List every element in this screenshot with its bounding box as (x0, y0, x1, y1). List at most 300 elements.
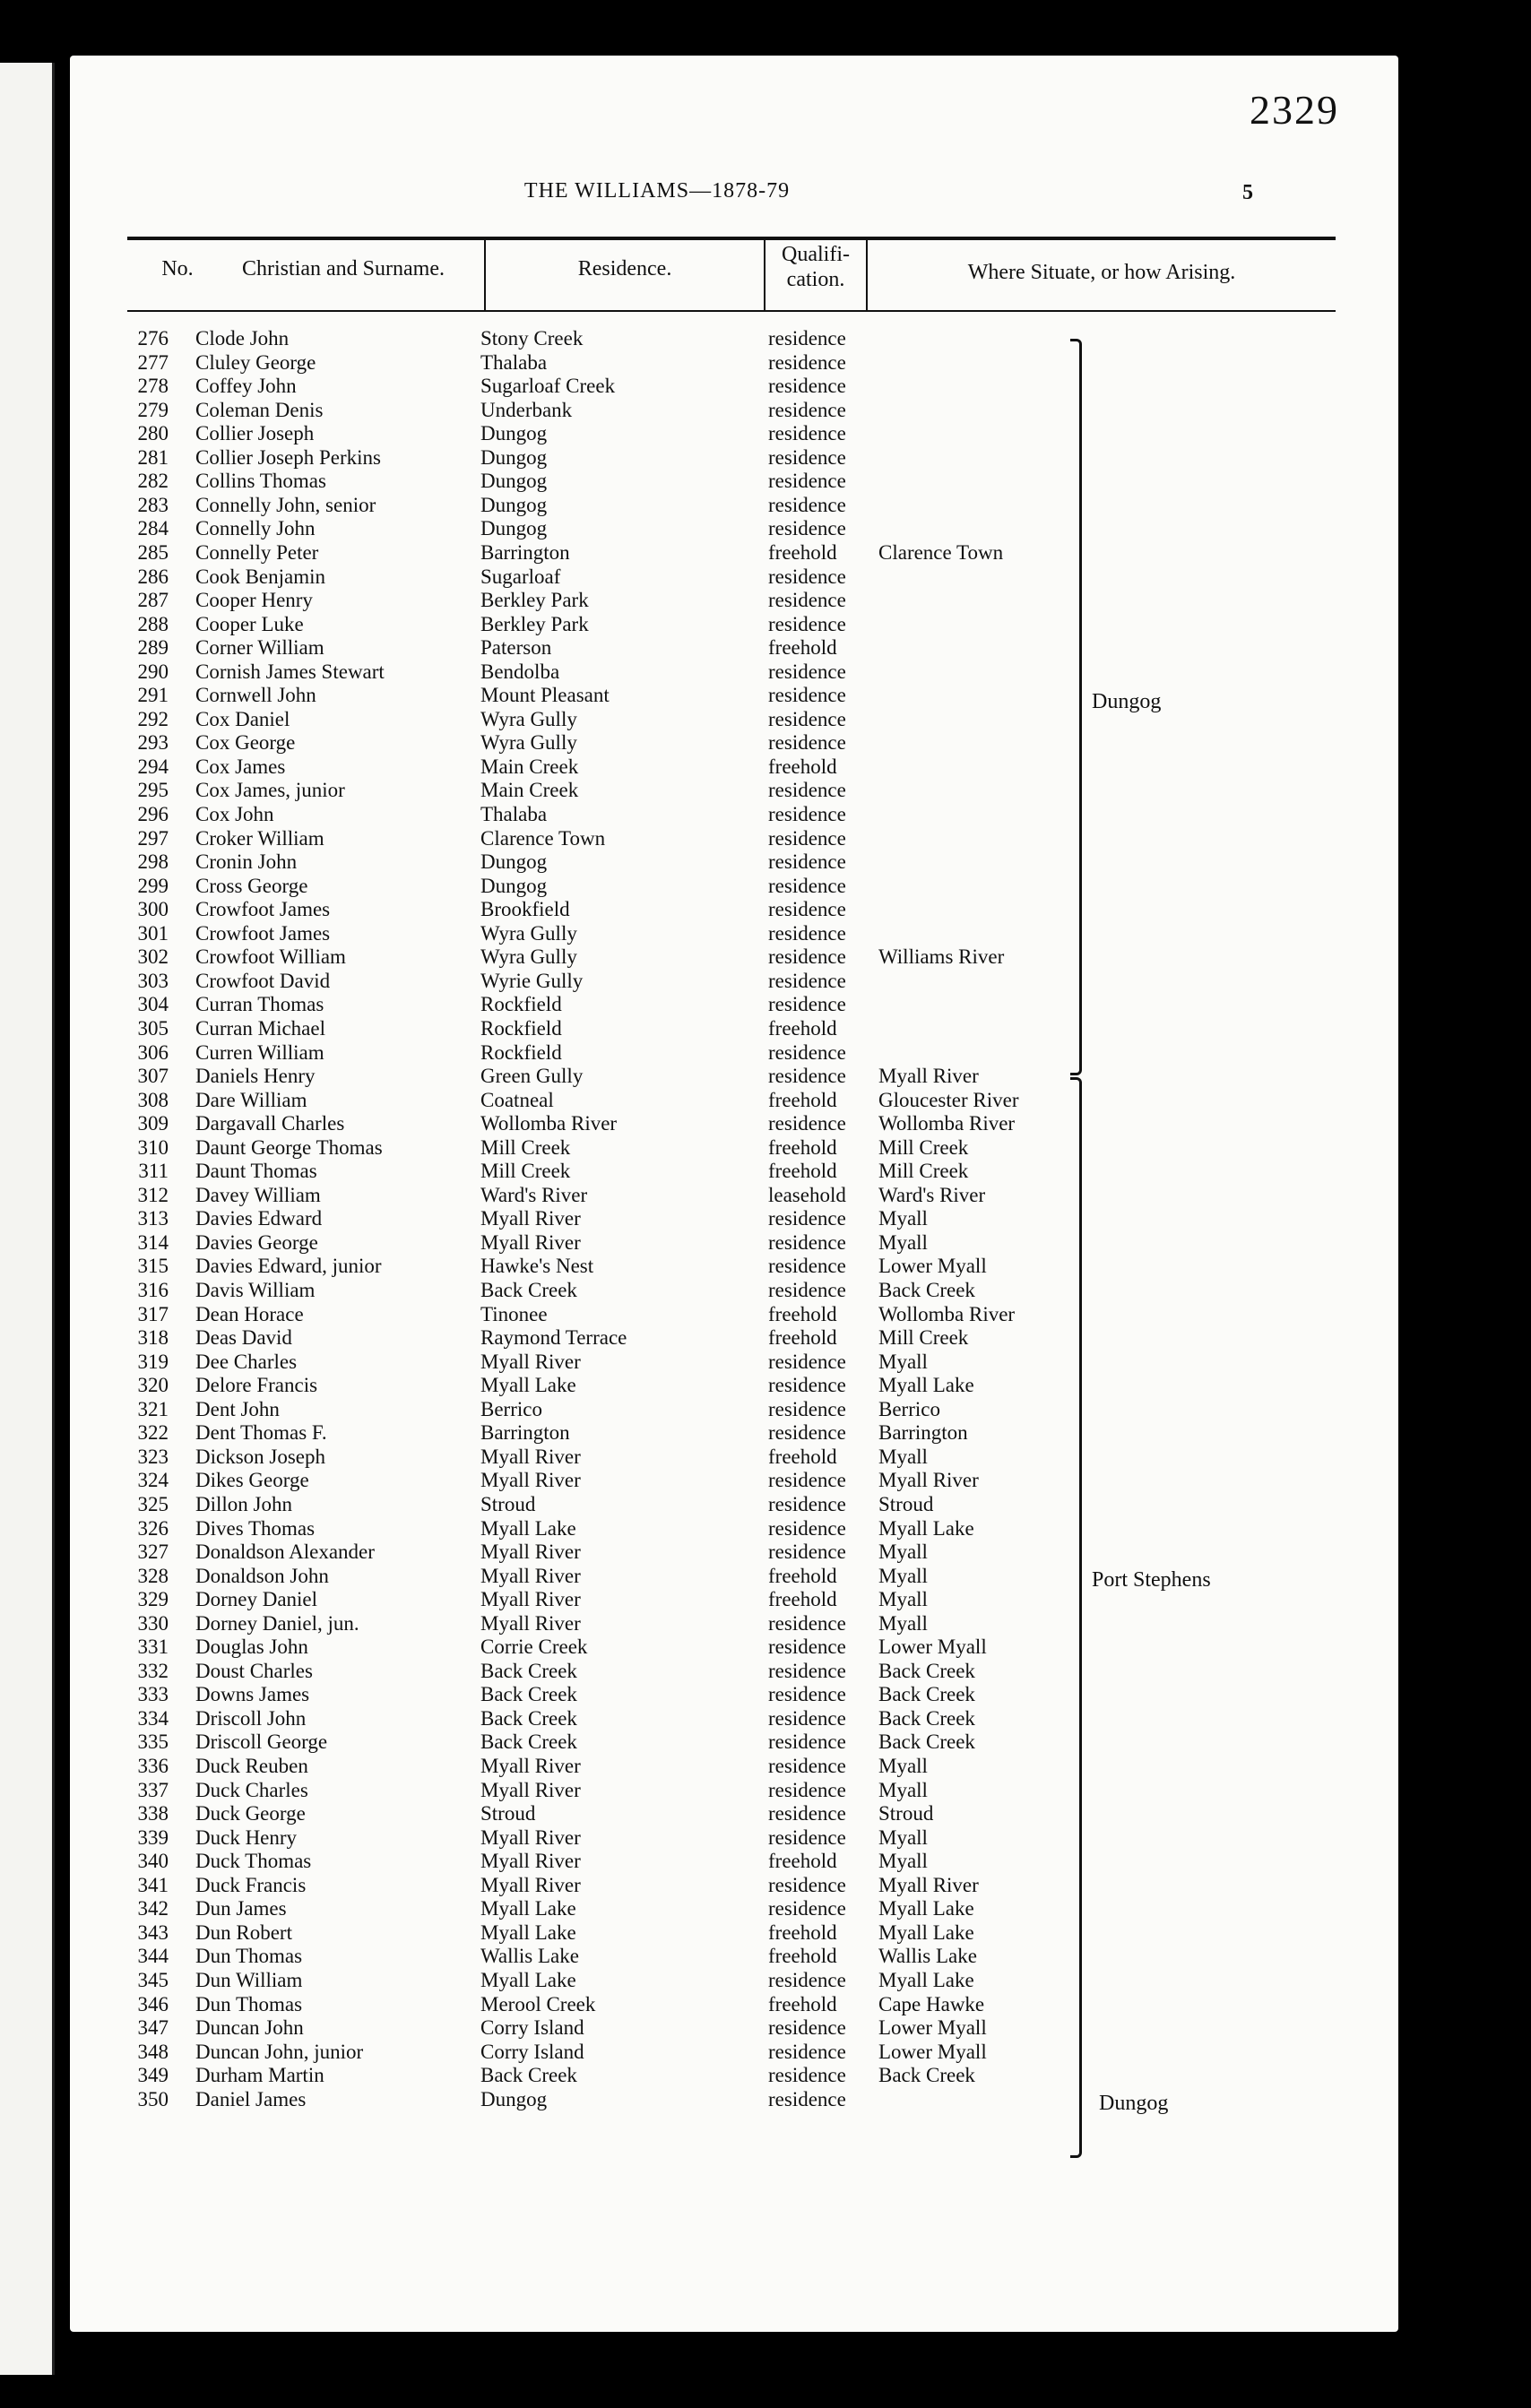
row-number: 309 (137, 1112, 169, 1135)
table-row (70, 469, 1325, 493)
group-label-port-stephens: Port Stephens (1092, 1568, 1211, 1592)
row-name: Coleman Denis (195, 398, 324, 421)
row-qualification: residence (768, 1397, 846, 1420)
table-row (70, 660, 1325, 684)
row-qualification: freehold (768, 1135, 837, 1159)
row-residence: Hawke's Nest (480, 1255, 594, 1278)
row-number: 301 (137, 921, 169, 945)
table-row (70, 921, 1325, 945)
row-number: 299 (137, 874, 169, 897)
row-name: Cronin John (195, 850, 298, 874)
row-name: Crowfoot David (195, 969, 331, 992)
table-row (70, 1278, 1325, 1302)
row-residence: Myall River (480, 1230, 581, 1254)
row-qualification: residence (768, 1374, 846, 1397)
row-residence: Sugarloaf (480, 565, 561, 588)
row-name: Cooper Henry (195, 589, 313, 612)
row-name: Dargavall Charles (195, 1112, 345, 1135)
row-where-situate: Myall (878, 1755, 928, 1777)
row-residence: Clarence Town (480, 826, 606, 850)
row-name: Connelly John (195, 517, 316, 540)
row-qualification: residence (768, 1683, 846, 1706)
row-qualification: freehold (768, 1445, 837, 1468)
row-number: 334 (137, 1706, 169, 1730)
row-number: 349 (137, 2064, 169, 2087)
row-qualification: residence (768, 660, 846, 683)
row-qualification: residence (768, 850, 846, 874)
row-residence: Brookfield (480, 898, 570, 921)
row-name: Crowfoot James (195, 898, 331, 921)
row-where-situate: Lower Myall (878, 1255, 987, 1278)
row-number: 305 (137, 1016, 169, 1040)
row-number: 281 (137, 445, 169, 469)
table-row (70, 1754, 1325, 1778)
row-name: Dun William (195, 1968, 303, 1991)
row-where-situate: Myall River (878, 1065, 979, 1088)
table-row (70, 350, 1325, 375)
row-residence: Dungog (480, 422, 548, 445)
row-residence: Back Creek (480, 2064, 577, 2087)
table-row (70, 1611, 1325, 1636)
row-where-situate: Myall (878, 1350, 928, 1373)
row-name: Davies Edward (195, 1207, 323, 1230)
row-name: Deas David (195, 1326, 292, 1350)
column-header-no: No. (161, 257, 194, 281)
row-name: Dent Thomas F. (195, 1421, 327, 1445)
row-name: Downs James (195, 1683, 310, 1706)
row-qualification: residence (768, 1706, 846, 1730)
row-residence: Wallis Lake (480, 1945, 579, 1968)
row-name: Duncan John (195, 2016, 304, 2040)
row-residence: Myall River (480, 1611, 581, 1635)
row-where-situate: Myall (878, 1230, 928, 1254)
table-row (70, 874, 1325, 898)
table-row (70, 1135, 1325, 1160)
row-name: Cornwell John (195, 684, 316, 707)
row-residence: Dungog (480, 850, 548, 874)
row-name: Dun Robert (195, 1920, 292, 1944)
row-qualification: freehold (768, 1992, 837, 2015)
row-where-situate: Myall Lake (878, 1374, 974, 1397)
row-where-situate: Berrico (878, 1397, 940, 1420)
row-name: Donaldson Alexander (195, 1541, 375, 1564)
table-row (70, 1801, 1325, 1825)
row-number: 293 (137, 731, 169, 755)
row-qualification: freehold (768, 1850, 837, 1873)
group-label-dungog: Dungog (1092, 690, 1162, 713)
row-residence: Berkley Park (480, 589, 589, 612)
table-row (70, 1540, 1325, 1564)
row-name: Connelly John, senior (195, 493, 376, 516)
row-number: 276 (137, 327, 169, 350)
row-qualification: residence (768, 1350, 846, 1373)
table-row (70, 1325, 1325, 1350)
row-number: 333 (137, 1683, 169, 1706)
row-number: 291 (137, 684, 169, 707)
table-row (70, 493, 1325, 517)
row-qualification: residence (768, 684, 846, 707)
bracket-port-stephens (1070, 1077, 1082, 2158)
row-number: 295 (137, 779, 169, 802)
row-residence: Bendolba (480, 660, 560, 683)
row-name: Corner William (195, 636, 324, 660)
row-qualification: residence (768, 350, 846, 374)
row-name: Duck Francis (195, 1873, 307, 1896)
row-qualification: freehold (768, 1920, 837, 1944)
row-name: Dun James (195, 1897, 287, 1920)
row-number: 345 (137, 1968, 169, 1991)
table-row (70, 802, 1325, 826)
row-name: Duck Henry (195, 1825, 298, 1849)
row-where-situate: Myall (878, 1445, 928, 1468)
row-name: Dorney Daniel (195, 1588, 318, 1611)
table-row (70, 398, 1325, 422)
row-residence: Back Creek (480, 1659, 577, 1682)
row-where-situate: Mill Creek (878, 1135, 969, 1159)
row-residence: Paterson (480, 636, 552, 660)
row-number: 288 (137, 612, 169, 635)
row-where-situate: Back Creek (878, 2064, 975, 2087)
table-row (70, 1492, 1325, 1516)
table-row (70, 1992, 1325, 2016)
row-name: Daunt George Thomas (195, 1135, 383, 1159)
table-row (70, 2040, 1325, 2064)
row-residence: Back Creek (480, 1279, 577, 1301)
row-name: Cross George (195, 874, 308, 897)
table-row (70, 1350, 1325, 1374)
table-row (70, 945, 1325, 969)
row-residence: Wyra Gully (480, 945, 577, 969)
row-qualification: residence (768, 1279, 846, 1301)
row-number: 338 (137, 1802, 169, 1825)
row-name: Daniel James (195, 2087, 307, 2110)
table-row (70, 1778, 1325, 1802)
row-number: 306 (137, 1040, 169, 1064)
row-residence: Stroud (480, 1802, 536, 1825)
row-number: 331 (137, 1636, 169, 1659)
row-number: 344 (137, 1945, 169, 1968)
row-residence: Dungog (480, 493, 548, 516)
row-number: 350 (137, 2087, 169, 2110)
row-qualification: freehold (768, 1326, 837, 1350)
row-residence: Tinonee (480, 1302, 548, 1325)
folio-number: 2329 (1250, 87, 1339, 133)
table-row (70, 1896, 1325, 1920)
row-name: Curren William (195, 1040, 324, 1064)
row-number: 316 (137, 1279, 169, 1301)
row-where-situate: Myall (878, 1850, 928, 1873)
row-where-situate: Back Creek (878, 1706, 975, 1730)
row-residence: Dungog (480, 874, 548, 897)
row-qualification: residence (768, 1802, 846, 1825)
row-qualification: residence (768, 779, 846, 802)
row-number: 321 (137, 1397, 169, 1420)
row-number: 284 (137, 517, 169, 540)
row-where-situate: Stroud (878, 1802, 934, 1825)
row-residence: Myall Lake (480, 1897, 576, 1920)
row-residence: Stroud (480, 1492, 536, 1515)
row-qualification: residence (768, 1230, 846, 1254)
row-qualification: residence (768, 826, 846, 850)
table-row (70, 635, 1325, 660)
table-row (70, 1659, 1325, 1683)
row-qualification: residence (768, 612, 846, 635)
row-residence: Back Creek (480, 1706, 577, 1730)
row-name: Cox John (195, 803, 274, 825)
row-residence: Berkley Park (480, 612, 589, 635)
row-where-situate: Myall (878, 1588, 928, 1611)
row-name: Cox George (195, 731, 296, 755)
row-where-situate: Myall (878, 1564, 928, 1587)
row-residence: Myall Lake (480, 1968, 576, 1991)
table-row (70, 1968, 1325, 1992)
row-residence: Ward's River (480, 1183, 588, 1206)
table-row (70, 1206, 1325, 1230)
row-residence: Sugarloaf Creek (480, 375, 616, 398)
row-name: Clode John (195, 327, 290, 350)
row-number: 278 (137, 375, 169, 398)
row-qualification: freehold (768, 1016, 837, 1040)
row-number: 341 (137, 1873, 169, 1896)
table-row (70, 1230, 1325, 1255)
row-name: Cooper Luke (195, 612, 304, 635)
row-qualification: freehold (768, 1160, 837, 1183)
table-row (70, 755, 1325, 779)
row-number: 330 (137, 1611, 169, 1635)
row-qualification: residence (768, 1040, 846, 1064)
row-residence: Rockfield (480, 1040, 562, 1064)
row-name: Duck Reuben (195, 1755, 308, 1777)
row-number: 308 (137, 1088, 169, 1111)
row-name: Dean Horace (195, 1302, 304, 1325)
row-number: 317 (137, 1302, 169, 1325)
row-residence: Myall Lake (480, 1374, 576, 1397)
row-qualification: residence (768, 517, 846, 540)
page-title: THE WILLIAMS—1878-79 (523, 179, 791, 203)
table-row (70, 1420, 1325, 1445)
row-qualification: residence (768, 565, 846, 588)
row-residence: Stony Creek (480, 327, 584, 350)
row-where-situate: Williams River (878, 945, 1005, 969)
row-name: Davis William (195, 1279, 316, 1301)
row-name: Dives Thomas (195, 1516, 316, 1540)
row-number: 322 (137, 1421, 169, 1445)
row-residence: Myall River (480, 1564, 581, 1587)
row-residence: Main Creek (480, 779, 579, 802)
row-residence: Myall River (480, 1850, 581, 1873)
row-qualification: freehold (768, 1945, 837, 1968)
row-number: 286 (137, 565, 169, 588)
row-residence: Green Gully (480, 1065, 584, 1088)
row-qualification: residence (768, 1541, 846, 1564)
row-name: Curran Michael (195, 1016, 325, 1040)
row-number: 340 (137, 1850, 169, 1873)
row-residence: Myall River (480, 1825, 581, 1849)
row-number: 292 (137, 707, 169, 730)
row-qualification: residence (768, 1112, 846, 1135)
row-number: 296 (137, 803, 169, 825)
table-row (70, 565, 1325, 589)
row-residence: Myall River (480, 1350, 581, 1373)
row-where-situate: Myall River (878, 1873, 979, 1896)
table-row (70, 516, 1325, 540)
row-name: Cluley George (195, 350, 316, 374)
table-row (70, 1064, 1325, 1088)
row-number: 307 (137, 1065, 169, 1088)
row-number: 339 (137, 1825, 169, 1849)
row-number: 289 (137, 636, 169, 660)
row-residence: Mount Pleasant (480, 684, 610, 707)
row-name: Duck George (195, 1802, 306, 1825)
table-row (70, 374, 1325, 398)
row-name: Cornish James Stewart (195, 660, 385, 683)
row-number: 318 (137, 1326, 169, 1350)
row-qualification: residence (768, 1636, 846, 1659)
table-row (70, 1706, 1325, 1730)
row-where-situate: Stroud (878, 1492, 934, 1515)
row-number: 294 (137, 755, 169, 778)
row-qualification: residence (768, 1897, 846, 1920)
row-number: 285 (137, 540, 169, 564)
row-number: 287 (137, 589, 169, 612)
row-residence: Dungog (480, 470, 548, 493)
row-name: Crowfoot William (195, 945, 346, 969)
row-number: 282 (137, 470, 169, 493)
row-name: Cook Benjamin (195, 565, 326, 588)
column-header-residence: Residence. (577, 257, 672, 281)
row-name: Crowfoot James (195, 921, 331, 945)
row-where-situate: Mill Creek (878, 1160, 969, 1183)
row-number: 337 (137, 1778, 169, 1801)
row-name: Driscoll George (195, 1730, 328, 1754)
row-name: Dorney Daniel, jun. (195, 1611, 359, 1635)
row-number: 297 (137, 826, 169, 850)
table-row (70, 1920, 1325, 1945)
row-number: 346 (137, 1992, 169, 2015)
table-row (70, 1254, 1325, 1278)
row-number: 311 (138, 1160, 169, 1183)
row-where-situate: Myall Lake (878, 1516, 974, 1540)
row-number: 283 (137, 493, 169, 516)
table-row (70, 1730, 1325, 1754)
row-number: 303 (137, 969, 169, 992)
row-where-situate: Lower Myall (878, 2040, 987, 2063)
table-row (70, 1873, 1325, 1897)
row-qualification: residence (768, 1873, 846, 1896)
row-residence: Back Creek (480, 1683, 577, 1706)
row-where-situate: Myall Lake (878, 1920, 974, 1944)
table-row (70, 1397, 1325, 1421)
row-residence: Wyra Gully (480, 707, 577, 730)
row-name: Dikes George (195, 1469, 309, 1492)
table-row (70, 1516, 1325, 1541)
row-number: 280 (137, 422, 169, 445)
row-qualification: residence (768, 1755, 846, 1777)
row-name: Davies Edward, junior (195, 1255, 382, 1278)
table-row (70, 588, 1325, 612)
row-qualification: residence (768, 874, 846, 897)
row-residence: Thalaba (480, 803, 548, 825)
table-row (70, 826, 1325, 850)
row-number: 324 (137, 1469, 169, 1492)
row-residence: Main Creek (480, 755, 579, 778)
row-name: Collier Joseph (195, 422, 315, 445)
row-qualification: residence (768, 1659, 846, 1682)
row-qualification: residence (768, 1968, 846, 1991)
row-qualification: residence (768, 1611, 846, 1635)
row-number: 313 (137, 1207, 169, 1230)
row-where-situate: Mill Creek (878, 1326, 969, 1350)
row-where-situate: Back Creek (878, 1659, 975, 1682)
row-qualification: residence (768, 731, 846, 755)
row-name: Dare William (195, 1088, 307, 1111)
row-name: Duck Charles (195, 1778, 308, 1801)
row-number: 302 (137, 945, 169, 969)
table-row (70, 1111, 1325, 1135)
table-row (70, 1183, 1325, 1207)
row-name: Dent John (195, 1397, 280, 1420)
row-qualification: residence (768, 1516, 846, 1540)
row-name: Davey William (195, 1183, 321, 1206)
row-number: 315 (137, 1255, 169, 1278)
row-number: 348 (137, 2040, 169, 2063)
header-top-rule (127, 237, 1336, 240)
column-header-where: Where Situate, or how Arising. (967, 261, 1236, 284)
row-qualification: freehold (768, 636, 837, 660)
row-qualification: freehold (768, 540, 837, 564)
row-number: 300 (137, 898, 169, 921)
row-number: 343 (137, 1920, 169, 1944)
row-qualification: residence (768, 921, 846, 945)
row-qualification: residence (768, 1778, 846, 1801)
row-number: 312 (137, 1183, 169, 1206)
row-residence: Berrico (480, 1397, 542, 1420)
row-qualification: residence (768, 1492, 846, 1515)
row-number: 320 (137, 1374, 169, 1397)
row-qualification: residence (768, 2087, 846, 2110)
row-where-situate: Back Creek (878, 1730, 975, 1754)
row-name: Cox Daniel (195, 707, 290, 730)
row-residence: Barrington (480, 1421, 570, 1445)
row-where-situate: Wallis Lake (878, 1945, 977, 1968)
row-residence: Wyra Gully (480, 731, 577, 755)
table-row (70, 1445, 1325, 1469)
row-where-situate: Myall (878, 1778, 928, 1801)
table-row (70, 1040, 1325, 1065)
column-header-qualification: Qualifi- cation. (782, 243, 850, 291)
row-qualification: residence (768, 422, 846, 445)
row-residence: Myall River (480, 1207, 581, 1230)
row-number: 347 (137, 2016, 169, 2040)
row-name: Collier Joseph Perkins (195, 445, 381, 469)
row-residence: Myall River (480, 1588, 581, 1611)
row-residence: Myall River (480, 1778, 581, 1801)
row-qualification: freehold (768, 1088, 837, 1111)
row-where-situate: Lower Myall (878, 2016, 987, 2040)
row-residence: Corry Island (480, 2040, 584, 2063)
row-qualification: residence (768, 398, 846, 421)
row-number: 342 (137, 1897, 169, 1920)
row-where-situate: Myall (878, 1825, 928, 1849)
row-number: 319 (137, 1350, 169, 1373)
row-residence: Wyrie Gully (480, 969, 584, 992)
row-where-situate: Back Creek (878, 1279, 975, 1301)
column-header-name: Christian and Surname. (242, 257, 445, 281)
row-residence: Myall River (480, 1873, 581, 1896)
row-number: 332 (137, 1659, 169, 1682)
row-where-situate: Myall (878, 1611, 928, 1635)
table-row (70, 1944, 1325, 1968)
